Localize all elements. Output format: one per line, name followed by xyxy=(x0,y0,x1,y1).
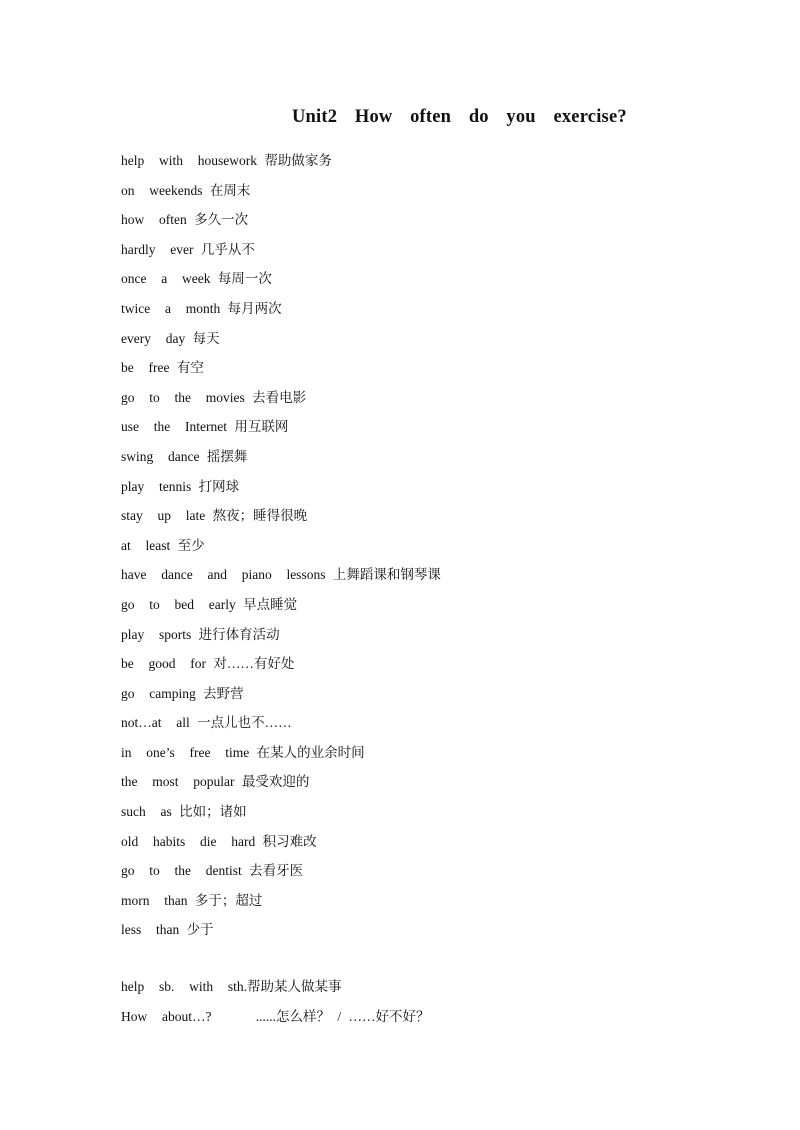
vocab-item: in one’s free time 在某人的业余时间 xyxy=(121,744,365,760)
phrase-item: help sb. with sth.帮助某人做某事 xyxy=(121,979,342,994)
vocab-item: how often 多久一次 xyxy=(121,212,249,228)
vocab-item: old habits die hard 积习难改 xyxy=(121,833,317,849)
page-title: Unit2 How often do you exercise? xyxy=(292,107,627,127)
vocab-item: go camping 去野营 xyxy=(121,685,244,701)
vocab-item: morn than 多于；超过 xyxy=(121,892,263,908)
vocab-item: be good for 对……有好处 xyxy=(121,656,295,672)
vocab-item: have dance and piano lessons 上舞蹈课和钢琴课 xyxy=(121,567,441,583)
vocab-item: twice a month 每月两次 xyxy=(121,300,282,316)
vocab-item: play sports 进行体育活动 xyxy=(121,626,280,642)
vocab-item: every day 每天 xyxy=(121,330,220,346)
phrase-list xyxy=(121,976,429,1035)
vocab-item: the most popular 最受欢迎的 xyxy=(121,774,310,790)
phrase-item: How about…? ......怎么样？ / ……好不好？ xyxy=(121,1008,430,1024)
vocab-item: help with housework 帮助做家务 xyxy=(121,153,332,168)
vocab-item: on weekends 在周末 xyxy=(121,182,251,198)
vocab-item: go to bed early 早点睡觉 xyxy=(121,596,298,612)
vocab-item: be free 有空 xyxy=(121,360,204,376)
vocab-item: go to the dentist 去看牙医 xyxy=(121,863,304,879)
vocabulary-list xyxy=(121,150,441,949)
vocab-item: once a week 每周一次 xyxy=(121,271,272,287)
vocab-item: such as 比如；诸如 xyxy=(121,804,247,820)
vocab-item: at least 至少 xyxy=(121,537,205,553)
vocab-item: play tennis 打网球 xyxy=(121,478,240,494)
vocab-item: hardly ever 几乎从不 xyxy=(121,241,255,257)
vocab-item: not…at all 一点儿也不…… xyxy=(121,715,292,731)
vocab-item: swing dance 摇摆舞 xyxy=(121,448,248,464)
vocab-item: stay up late 熬夜；睡得很晚 xyxy=(121,508,308,524)
vocab-item: go to the movies 去看电影 xyxy=(121,389,307,405)
vocab-item: less than 少于 xyxy=(121,922,214,938)
vocab-item: use the Internet 用互联网 xyxy=(121,419,289,435)
